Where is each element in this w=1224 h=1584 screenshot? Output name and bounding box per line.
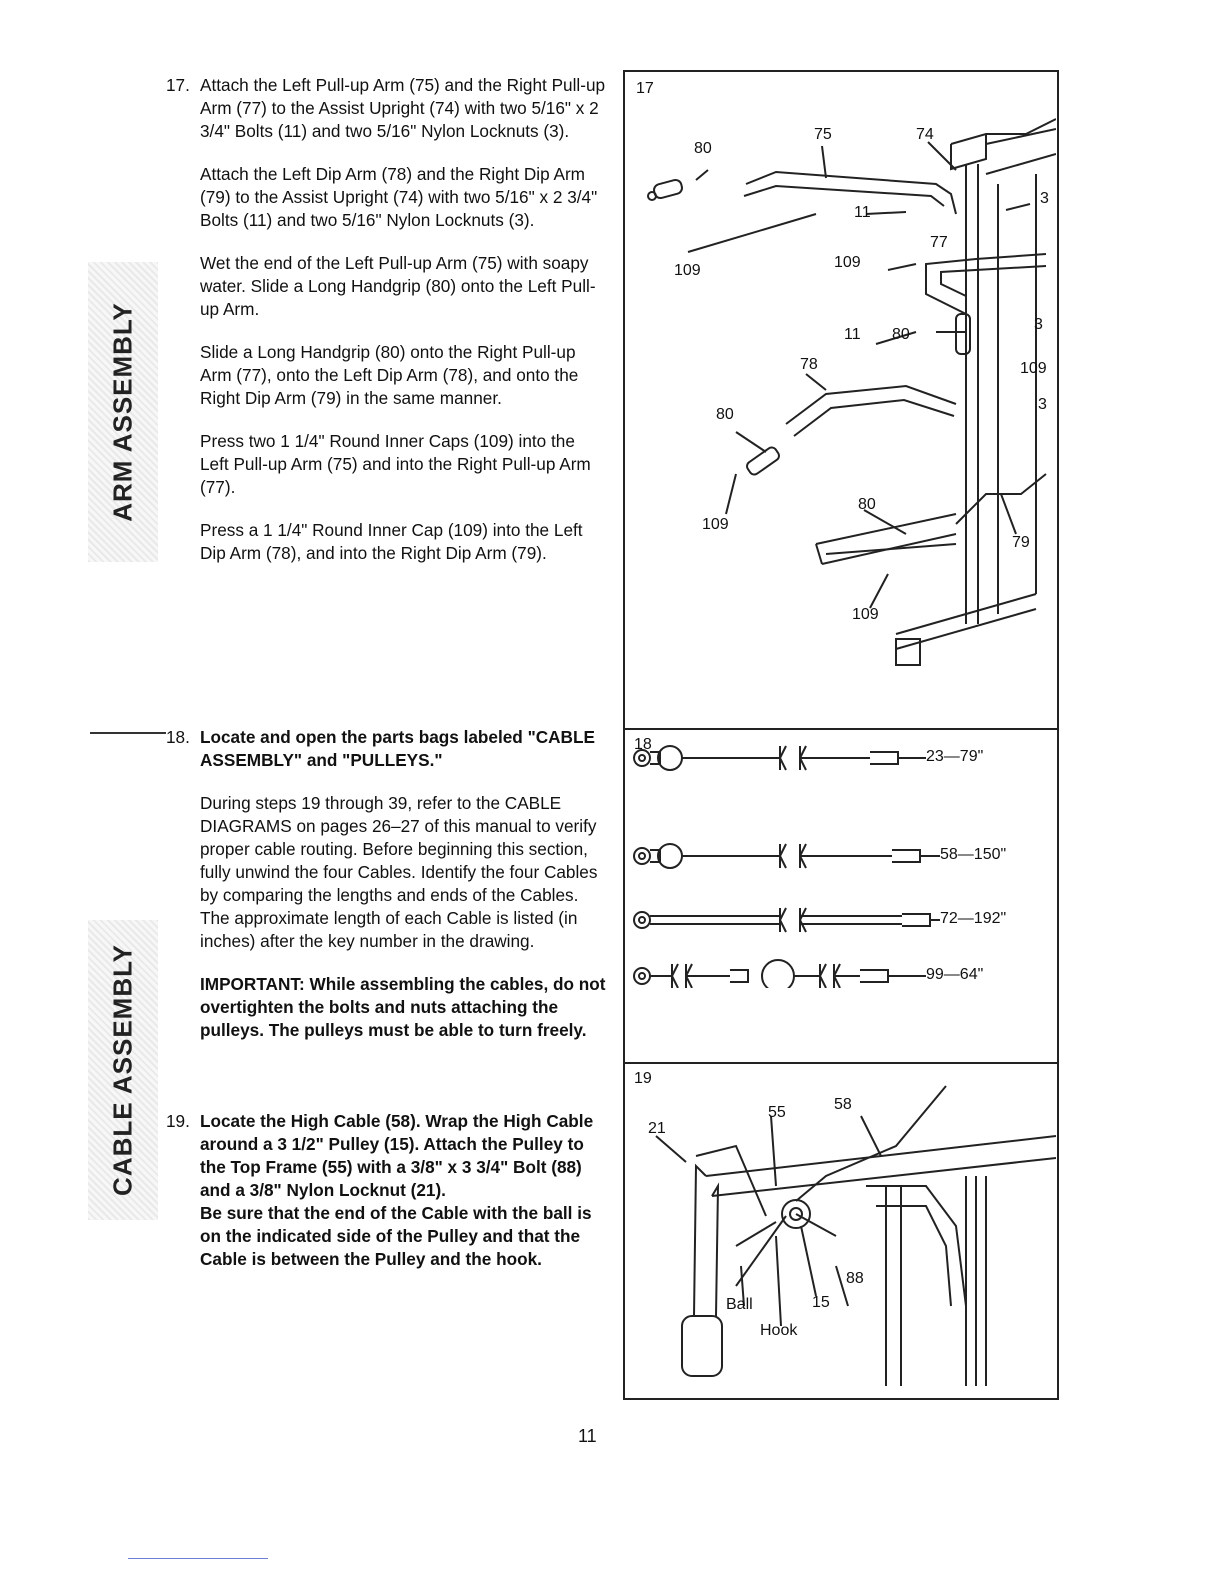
callout-88: 88 — [846, 1270, 864, 1287]
page-number: 11 — [578, 1426, 597, 1446]
callout-11: 11 — [854, 204, 871, 221]
figure-separator — [623, 1062, 1059, 1064]
callout-80: 80 — [858, 496, 876, 513]
step-paragraph: Slide a Long Handgrip (80) onto the Right Pull-up Arm (77), onto the Left Dip Arm (78), and onto the Right Dip Arm (79) in the same manner. — [200, 342, 579, 408]
step-paragraph — [200, 1110, 606, 1202]
cable-length-label: 23—79" — [926, 748, 984, 765]
cable-length-label: 58—150" — [940, 846, 1007, 863]
callout-11: 11 — [844, 326, 861, 343]
cable-length-label: 99—64" — [926, 966, 984, 983]
cable-58 — [634, 844, 940, 868]
callout-109: 109 — [834, 254, 861, 271]
figure-18-label: 18 — [634, 736, 652, 753]
figure-17-label: 17 — [636, 80, 654, 97]
step-paragraph: During steps 19 through 39, refer to the CABLE DIAGRAMS on pages 26–27 of this manual to verify proper cable routing. Before beginning this section, fully unwind the four Cables. Identify the four Cables by comparing the lengths and ends of the Cables. The approximate length of each Cable is listed (in inches) after the key number in the drawing. — [200, 793, 598, 951]
step-18 — [166, 726, 606, 1062]
step-intro: Locate the High Cable (58). Wrap the High Cable around a 3 1/2" Pulley (15). Attach the Pulley to the Top Frame (55) with a 3/8" x 3 3/4" Bolt (88) and a 3/8" Nylon Locknut (21). — [200, 1111, 594, 1200]
figure-19-label: 19 — [634, 1070, 652, 1087]
callout-55: 55 — [768, 1104, 786, 1121]
step-paragraph: Press a 1 1/4" Round Inner Cap (109) into the Left Dip Arm (78), and into the Right Dip Arm (79). — [200, 520, 583, 563]
step-paragraph: Wet the end of the Left Pull-up Arm (75) with soapy water. Slide a Long Handgrip (80) onto the Left Pull-up Arm. — [200, 253, 596, 319]
callout-79: 79 — [1012, 534, 1030, 551]
callout-74: 74 — [916, 126, 934, 143]
cable-72 — [634, 908, 940, 932]
callout-109: 109 — [702, 516, 729, 533]
cable-23 — [634, 746, 926, 770]
step-17 — [166, 74, 606, 585]
callout-80: 80 — [694, 140, 712, 157]
step-important: IMPORTANT: While assembling the cables, do not overtighten the bolts and nuts attaching the pulleys. The pulleys must be able to turn freely. — [200, 974, 606, 1040]
callout-80: 80 — [716, 406, 734, 423]
callout-109: 109 — [852, 606, 879, 623]
step-19 — [166, 1110, 606, 1291]
cable-length-label: 72—192" — [940, 910, 1007, 927]
callout-3: 3 — [1034, 316, 1043, 333]
callout-21: 21 — [648, 1120, 666, 1137]
step-heading: Locate and open the parts bags labeled "CABLE ASSEMBLY" and "PULLEYS." — [200, 727, 595, 770]
figure-separator — [623, 728, 1059, 730]
cable-99 — [634, 960, 926, 988]
figure-18-drawing — [630, 738, 940, 988]
step-paragraph: Press two 1 1/4" Round Inner Caps (109) into the Left Pull-up Arm (75) and into the Right Pull-up Arm (77). — [200, 431, 591, 497]
callout-78: 78 — [800, 356, 818, 373]
footer-line — [128, 1558, 268, 1559]
step-number: 19. — [166, 1111, 190, 1131]
step-number: 17. — [166, 75, 190, 95]
callout-58: 58 — [834, 1096, 852, 1113]
callout-80: 80 — [892, 326, 910, 343]
callout-75: 75 — [814, 126, 832, 143]
step-number: 18. — [166, 727, 190, 747]
side-tab-cable-assembly-label: CABLE ASSEMBLY — [107, 944, 138, 1196]
callout-77: 77 — [930, 234, 948, 251]
step-paragraph: Attach the Left Dip Arm (78) and the Right Dip Arm (79) to the Assist Upright (74) with two 5/16" x 2 3/4" Bolts (11) and two 5/16" Nylon Locknuts (3). — [200, 164, 598, 230]
step-paragraph: Attach the Left Pull-up Arm (75) and the Right Pull-up Arm (77) to the Assist Upright (74) with two 5/16" x 2 3/4" Bolts (11) and two 5/16" Nylon Locknuts (3). — [200, 75, 606, 141]
callout-3: 3 — [1040, 190, 1049, 207]
figure-19-drawing — [626, 1066, 1056, 1396]
side-tab-arm-assembly-label: ARM ASSEMBLY — [107, 302, 138, 522]
side-tab-arm-assembly — [88, 262, 158, 562]
callout-109: 109 — [674, 262, 701, 279]
callout-109: 109 — [1020, 360, 1047, 377]
side-tab-cable-assembly — [88, 920, 158, 1220]
callout-15: 15 — [812, 1294, 830, 1311]
tab-divider — [90, 732, 166, 734]
step-emphasis: Be sure that the end of the Cable with the ball is on the indicated side of the Pulley and that the Cable is between the Pulley and the hook. — [200, 1203, 592, 1269]
figure-17-drawing — [626, 74, 1056, 724]
callout-hook: Hook — [760, 1322, 798, 1339]
callout-3: 3 — [1038, 396, 1047, 413]
callout-ball: Ball — [726, 1296, 753, 1313]
